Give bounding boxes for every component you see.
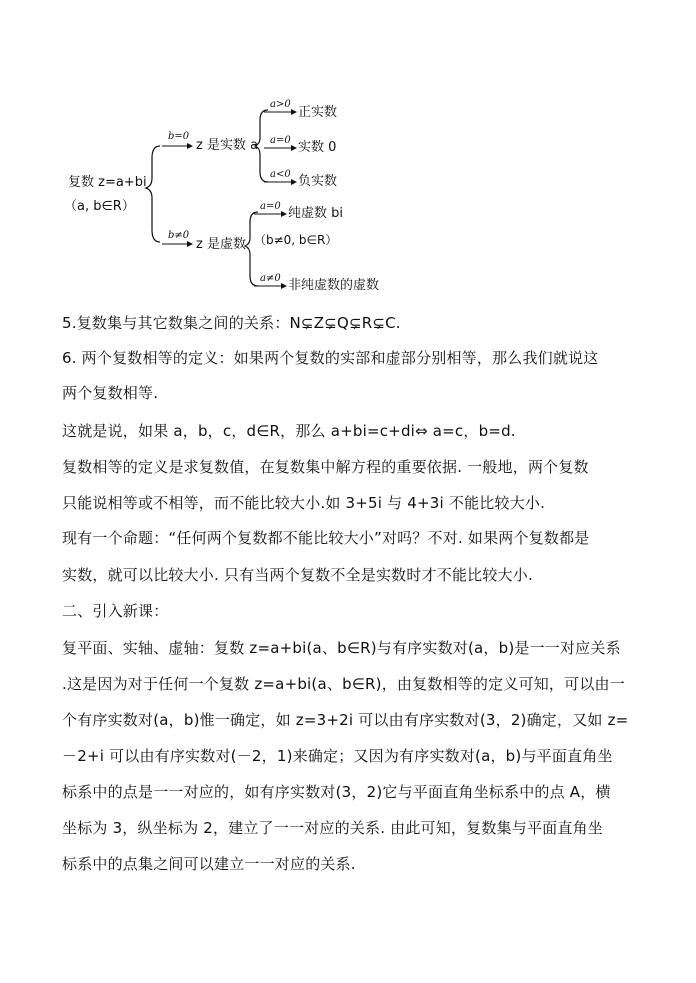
pure-condition: a=0 [260,201,281,212]
text-line: 标系中的点是一一对应的，如有序实数对(3，2)它与平面直角坐标系中的点 A，横 [62,783,611,801]
text-line: 5.复数集与其它数集之间的关系：N⊊Z⊊Q⊊R⊊C. [62,314,401,332]
pure-note: （b≠0, b∈R） [254,233,338,247]
imag-brace [245,212,258,286]
section-heading: 二、引入新课： [62,602,169,620]
text-line: 复平面、实轴、虚轴：复数 z=a+bi(a、b∈R)与有序实数对(a，b)是一一对应关系 [62,639,621,657]
text-line: －2+i 可以由有序实数对(－2，1)来确定；又因为有序实数对(a，b)与平面直角坐 [62,747,613,765]
text-line: 现有一个命题：“任何两个复数都不能比较大小”对吗？不对. 如果两个复数都是 [62,529,590,547]
zero-label: 实数 0 [298,140,337,155]
text-line: 标系中的点集之间可以建立一一对应的关系. [62,855,356,873]
complex-number-classification-diagram [0,0,696,300]
neg-label: 负实数 [298,174,338,189]
imag-condition: b≠0 [168,230,190,241]
nonpure-label: 非纯虚数的虚数 [288,278,380,293]
zero-condition: a=0 [270,135,291,146]
text-line: 两个复数相等. [62,384,159,402]
pos-condition: a>0 [270,99,291,110]
pos-label: 正实数 [298,105,338,120]
root-condition: （a, b∈R） [64,199,135,214]
imag-label: z 是虚数 [196,237,246,252]
text-line: 复数相等的定义是求复数值，在复数集中解方程的重要依据. 一般地，两个复数 [62,458,589,476]
text-line: 坐标为 3，纵坐标为 2，建立了一一对应的关系. 由此可知，复数集与平面直角坐 [62,819,603,837]
text-line: 6. 两个复数相等的定义：如果两个复数的实部和虚部分别相等，那么我们就说这 [62,349,599,367]
real-label: z 是实数 a [196,138,259,153]
root-brace [146,146,160,242]
text-line: 个有序实数对(a，b)惟一确定，如 z=3+2i 可以由有序实数对(3，2)确定，又如 z= [62,711,629,729]
pure-label: 纯虚数 bi [288,206,343,221]
text-line: .这是因为对于任何一个复数 z=a+bi(a、b∈R)，由复数相等的定义可知，可以由一 [62,675,625,693]
text-line: 这就是说，如果 a，b，c，d∈R，那么 a+bi=c+di⇔ a=c，b=d. [62,422,516,440]
neg-condition: a<0 [270,169,291,180]
diagram-lines [0,0,696,300]
text-line: 只能说相等或不相等，而不能比较大小.如 3+5i 与 4+3i 不能比较大小. [62,494,546,512]
root-label: 复数 z=a+bi [68,175,147,190]
nonpure-condition: a≠0 [260,273,281,284]
text-line: 实数，就可以比较大小. 只有当两个复数不全是实数时才不能比较大小. [62,566,533,584]
real-condition: b=0 [168,131,190,142]
